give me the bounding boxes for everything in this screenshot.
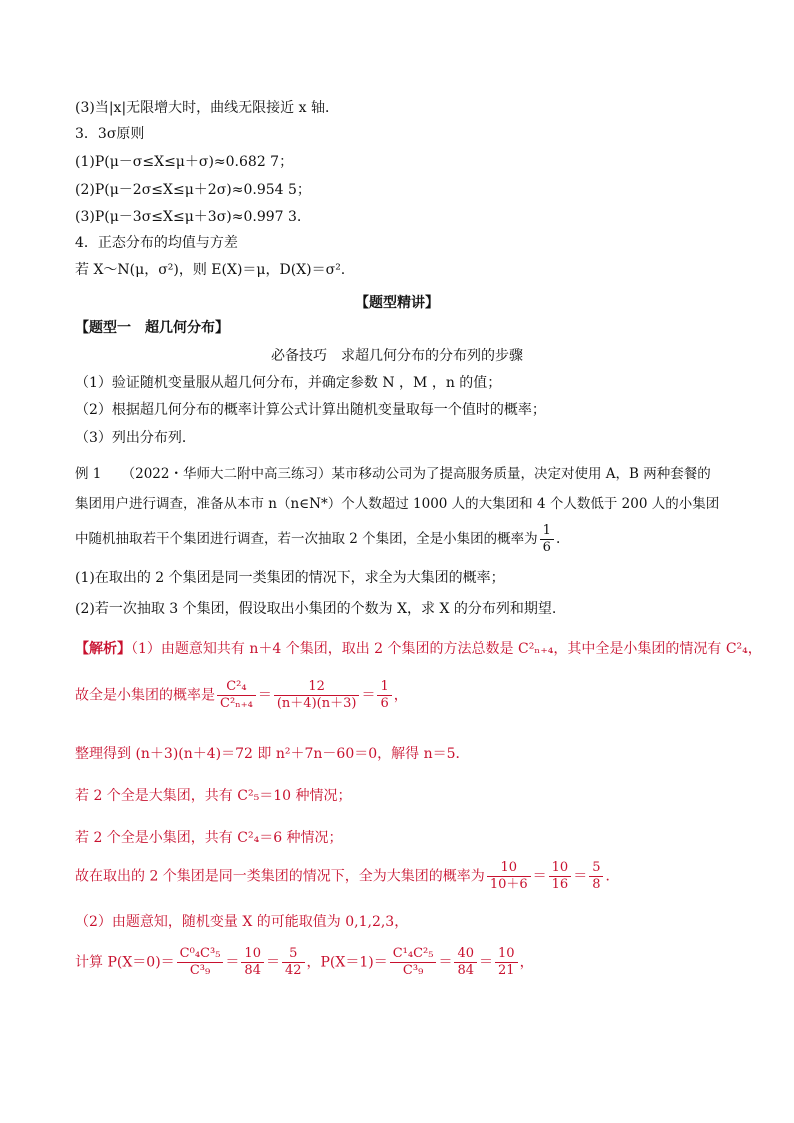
step-3: （3）列出分布列． <box>75 430 196 446</box>
example-line1: 例 1 （2022・华师大二附中高三练习）某市移动公司为了提高服务质量，决定对使用 A，B 两种套餐的 <box>75 466 711 482</box>
example-line3-text: 中随机抽取若干个集团进行调查，若一次抽取 2 个集团，全是小集团的概率为 <box>75 531 538 547</box>
rule-heading: 3．3σ原则 <box>75 126 145 142</box>
fraction: $\frac{\text{C¹₄C²₅}}{\text{C³₉}}$ <box>390 946 437 979</box>
solution-line1: 【解析】（1）由题意知共有 n＋4 个集团，取出 2 个集团的方法总数是 C²ₙ₊₄，其中全是小集团的情况有 C²₄， <box>75 641 762 657</box>
fraction: $\frac{10}{10+6}$ <box>487 860 531 893</box>
mean-heading: 4．正态分布的均值与方差 <box>75 235 238 251</box>
skill-title: 必备技巧 求超几何分布的分布列的步骤 <box>271 348 523 364</box>
fraction: $\frac{10}{16}$ <box>549 860 572 893</box>
fraction: $\frac{\text{C²₄}}{\text{C²ₙ₊₄}}$ <box>217 679 256 712</box>
solution-line2: 故全是小集团的概率是 $\frac{\text{C²₄}}{\text{C²ₙ₊₄}}$ ＝ $\frac{12}{(n+4)(n+3)}$ ＝ $\frac{1}{6}$ ， <box>75 679 408 711</box>
rule-1: (1)P(μ－σ≤X≤μ＋σ)≈0.682 7； <box>75 154 294 170</box>
solution-line3: 整理得到 (n＋3)(n＋4)＝72 即 n²＋7n－60＝0，解得 n＝5． <box>75 746 470 762</box>
solution-line7: （2）由题意知，随机变量 X 的可能取值为 0,1,2,3， <box>75 914 409 930</box>
step-1: （1）验证随机变量服从超几何分布，并确定参数 N ，M ，n 的值； <box>75 375 502 391</box>
example-line3: 中随机抽取若干个集团进行调查，若一次抽取 2 个集团，全是小集团的概率为 $\frac{1}{6}$ . <box>75 523 561 555</box>
solution-line5: 若 2 个全是小集团，共有 C²₄＝6 种情况； <box>75 830 343 846</box>
rule-3: (3)P(μ－3σ≤X≤μ＋3σ)≈0.997 3. <box>75 209 302 225</box>
fraction: $\frac{\text{C⁰₄C³₅}}{\text{C³₉}}$ <box>177 946 224 979</box>
mean-text: 若 X～N(μ，σ²)，则 E(X)＝μ，D(X)＝σ². <box>75 262 346 278</box>
section-title: 【题型精讲】 <box>355 295 439 311</box>
solution-line4: 若 2 个全是大集团，共有 C²₅＝10 种情况； <box>75 788 352 804</box>
fraction: $\frac{1}{6}$ <box>540 523 554 556</box>
example-line2: 集团用户进行调查，准备从本市 n（n∈N*）个人数超过 1000 人的大集团和 4 个人数低于 200 人的小集团 <box>75 496 720 512</box>
question-2: (2)若一次抽取 3 个集团，假设取出小集团的个数为 X，求 X 的分布列和期望. <box>75 601 557 617</box>
normal-item3: (3)当|x|无限增大时，曲线无限接近 x 轴． <box>75 100 339 116</box>
type1-heading: 【题型一 超几何分布】 <box>75 320 229 336</box>
solution-line8: 计算 P(X＝0)＝ $\frac{\text{C⁰₄C³₅}}{\text{C³₉}}$ ＝ $\frac{10}{84}$ ＝ $\frac{5}{42}$ ，P(X＝1)＝ $\frac{\text{C¹₄C²₅}}{\text{C³₉}}$ ＝ $\frac{40}{84}$ ＝ $\frac{10}{21}$ ， <box>75 946 534 978</box>
fraction: $\frac{5}{8}$ <box>589 860 603 893</box>
fraction: $\frac{1}{6}$ <box>377 679 391 712</box>
question-1: (1)在取出的 2 个集团是同一类集团的情况下，求全为大集团的概率； <box>75 570 505 586</box>
fraction: $\frac{10}{21}$ <box>495 946 518 979</box>
rule-2: (2)P(μ－2σ≤X≤μ＋2σ)≈0.954 5； <box>75 182 311 198</box>
fraction: $\frac{5}{42}$ <box>282 946 305 979</box>
step-2: （2）根据超几何分布的概率计算公式计算出随机变量取每一个值时的概率； <box>75 402 546 418</box>
solution-line6: 故在取出的 2 个集团是同一类集团的情况下，全为大集团的概率为 $\frac{10}{10+6}$ ＝ $\frac{10}{16}$ ＝ $\frac{5}{8}$ ． <box>75 860 620 892</box>
fraction: $\frac{12}{(n+4)(n+3)}$ <box>274 679 360 712</box>
fraction: $\frac{40}{84}$ <box>454 946 477 979</box>
fraction: $\frac{10}{84}$ <box>241 946 264 979</box>
solution-tag: 【解析】 <box>75 641 131 657</box>
